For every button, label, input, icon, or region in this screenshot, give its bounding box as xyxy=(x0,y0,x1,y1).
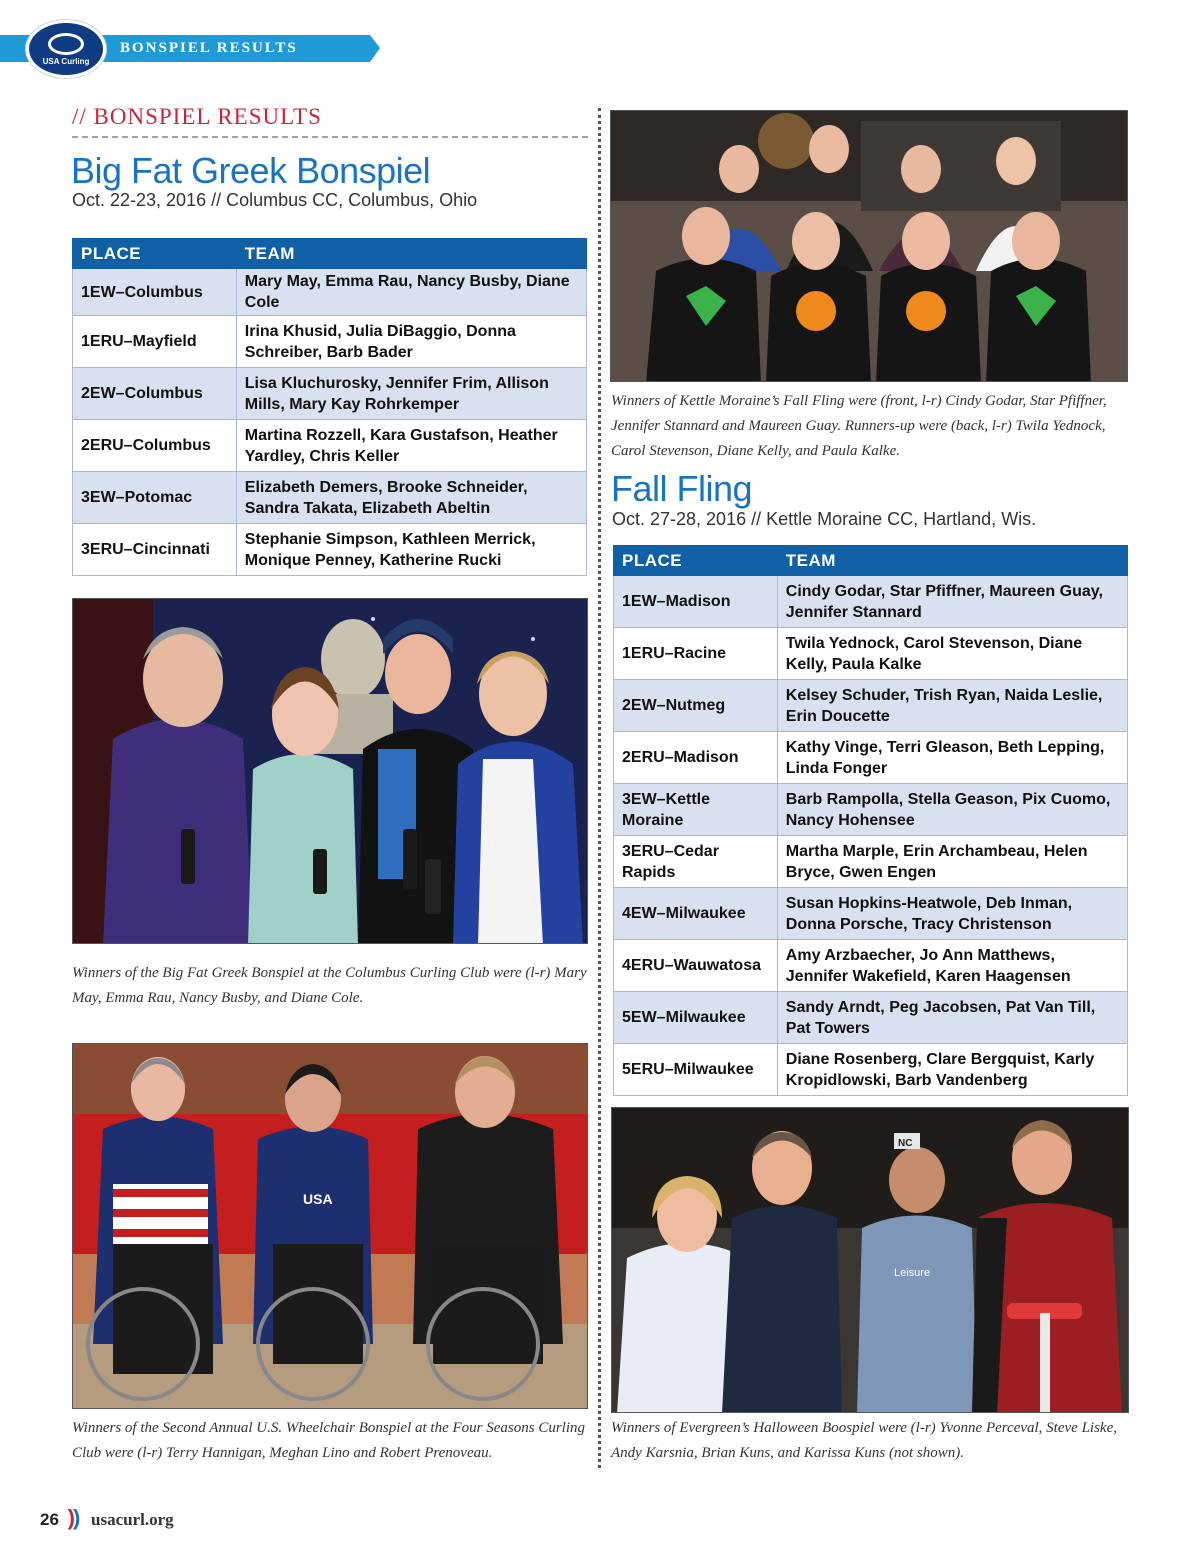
team-cell: Martina Rozzell, Kara Gustafson, Heather Yardley, Chris Keller xyxy=(236,420,586,472)
table-row xyxy=(614,784,1128,836)
column-header-team: TEAM xyxy=(777,546,1127,576)
banner-title: BONSPIEL RESULTS xyxy=(120,40,298,56)
photo-greek-bonspiel-winners xyxy=(72,598,588,944)
place-cell: 3EW–Kettle Moraine xyxy=(614,784,778,836)
event2-title: Fall Fling xyxy=(611,468,753,509)
table-row xyxy=(614,940,1128,992)
table-row xyxy=(73,420,587,472)
team-cell: Stephanie Simpson, Kathleen Merrick, Monique Penney, Katherine Rucki xyxy=(236,524,586,576)
footer-url-link[interactable]: usacurl.org xyxy=(91,1510,174,1529)
table-header-row xyxy=(73,239,587,269)
photo-wheelchair-image xyxy=(73,1044,588,1409)
place-cell: 2EW–Nutmeg xyxy=(614,680,778,732)
photo-evergreen-image xyxy=(612,1108,1129,1413)
place-cell: 3ERU–Cedar Rapids xyxy=(614,836,778,888)
event2-subtitle: Oct. 27-28, 2016 // Kettle Moraine CC, Hartland, Wis. xyxy=(612,509,1037,529)
photo-kettle-image xyxy=(611,111,1128,382)
team-cell: Kelsey Schuder, Trish Ryan, Naida Leslie, Erin Doucette xyxy=(777,680,1127,732)
place-cell: 4ERU–Wauwatosa xyxy=(614,940,778,992)
page-number: 26 xyxy=(40,1510,59,1529)
event1-title: Big Fat Greek Bonspiel xyxy=(71,150,431,191)
table-row xyxy=(614,836,1128,888)
column-header-place: PLACE xyxy=(73,239,237,269)
table-row xyxy=(73,472,587,524)
table-row xyxy=(73,368,587,420)
caption-evergreen: Winners of Evergreen’s Halloween Boospiel were (l-r) Yvonne Perceval, Steve Liske, Andy Karsnia, Brian Kuns, and Karissa Kuns (not shown). xyxy=(611,1420,1117,1461)
section-label: // BONSPIEL RESULTS xyxy=(72,104,322,129)
table-row xyxy=(614,1044,1128,1096)
caption-wheelchair: Winners of the Second Annual U.S. Wheelchair Bonspiel at the Four Seasons Curling Club were (l-r) Terry Hannigan, Meghan Lino and Robert Prenoveau. xyxy=(72,1420,586,1461)
table-row xyxy=(614,732,1128,784)
team-cell: Martha Marple, Erin Archambeau, Helen Bryce, Gwen Engen xyxy=(777,836,1127,888)
photo-wheelchair-bonspiel-winners xyxy=(72,1043,588,1409)
shirt-label: USA xyxy=(303,1191,333,1207)
place-cell: 2EW–Columbus xyxy=(73,368,237,420)
table-row xyxy=(614,680,1128,732)
team-cell: Elizabeth Demers, Brooke Schneider, Sandra Takata, Elizabeth Abeltin xyxy=(236,472,586,524)
usa-curling-logo[interactable] xyxy=(26,20,106,78)
table-row xyxy=(73,316,587,368)
place-cell: 1ERU–Mayfield xyxy=(73,316,237,368)
team-cell: Diane Rosenberg, Clare Bergquist, Karly Kropidlowski, Barb Vandenberg xyxy=(777,1044,1127,1096)
cap-logo: NC xyxy=(898,1138,913,1149)
event1-subtitle: Oct. 22-23, 2016 // Columbus CC, Columbus, Ohio xyxy=(72,190,478,210)
logo-label: USA Curling xyxy=(42,57,90,66)
team-cell: Irina Khusid, Julia DiBaggio, Donna Schreiber, Barb Bader xyxy=(236,316,586,368)
table-row xyxy=(73,524,587,576)
place-cell: 5ERU–Milwaukee xyxy=(614,1044,778,1096)
place-cell: 1EW–Columbus xyxy=(73,269,237,316)
team-cell: Twila Yednock, Carol Stevenson, Diane Kelly, Paula Kalke xyxy=(777,628,1127,680)
shirt-logo-text: Leisure xyxy=(894,1267,931,1279)
place-cell: 3ERU–Cincinnati xyxy=(73,524,237,576)
team-cell: Amy Arzbaecher, Jo Ann Matthews, Jennifer Wakefield, Karen Haagensen xyxy=(777,940,1127,992)
place-cell: 4EW–Milwaukee xyxy=(614,888,778,940)
table-row xyxy=(73,269,587,316)
team-cell: Kathy Vinge, Terri Gleason, Beth Lepping, Linda Fonger xyxy=(777,732,1127,784)
team-cell: Sandy Arndt, Peg Jacobsen, Pat Van Till, Pat Towers xyxy=(777,992,1127,1044)
place-cell: 1ERU–Racine xyxy=(614,628,778,680)
column-header-place: PLACE xyxy=(614,546,778,576)
section-divider xyxy=(72,136,588,138)
place-cell: 1EW–Madison xyxy=(614,576,778,628)
place-cell: 3EW–Potomac xyxy=(73,472,237,524)
table-row xyxy=(614,992,1128,1044)
footer-separator-icon: ) xyxy=(67,1505,75,1530)
table-row xyxy=(614,888,1128,940)
place-cell: 2ERU–Columbus xyxy=(73,420,237,472)
column-header-team: TEAM xyxy=(236,239,586,269)
event1-results-table xyxy=(72,238,587,576)
curling-stone-icon xyxy=(48,33,84,55)
photo-greek-image xyxy=(73,599,588,944)
page-footer xyxy=(40,1505,174,1531)
photo-kettle-moraine-winners xyxy=(610,110,1128,382)
team-cell: Cindy Godar, Star Pfiffner, Maureen Guay, Jennifer Stannard xyxy=(777,576,1127,628)
photo-evergreen-winners xyxy=(611,1107,1129,1413)
table-row xyxy=(614,628,1128,680)
event2-results-table xyxy=(613,545,1128,1096)
caption-kettle: Winners of Kettle Moraine’s Fall Fling were (front, l-r) Cindy Godar, Star Pfiffner, Jennifer Stannard and Maureen Guay. Runners-up were (back, l-r) Twila Yednock, Carol Stevenson, Diane Kelly, and Paula Kalke. xyxy=(611,393,1107,459)
team-cell: Susan Hopkins-Heatwole, Deb Inman, Donna Porsche, Tracy Christenson xyxy=(777,888,1127,940)
caption-greek: Winners of the Big Fat Greek Bonspiel at the Columbus Curling Club were (l-r) Mary May, Emma Rau, Nancy Busby, and Diane Cole. xyxy=(72,965,587,1006)
team-cell: Barb Rampolla, Stella Geason, Pix Cuomo, Nancy Hohensee xyxy=(777,784,1127,836)
team-cell: Mary May, Emma Rau, Nancy Busby, Diane Cole xyxy=(236,269,586,316)
footer-separator-icon: ) xyxy=(72,1505,81,1530)
column-divider xyxy=(598,108,601,1468)
table-header-row xyxy=(614,546,1128,576)
team-cell: Lisa Kluchurosky, Jennifer Frim, Allison Mills, Mary Kay Rohrkemper xyxy=(236,368,586,420)
place-cell: 5EW–Milwaukee xyxy=(614,992,778,1044)
table-row xyxy=(614,576,1128,628)
place-cell: 2ERU–Madison xyxy=(614,732,778,784)
